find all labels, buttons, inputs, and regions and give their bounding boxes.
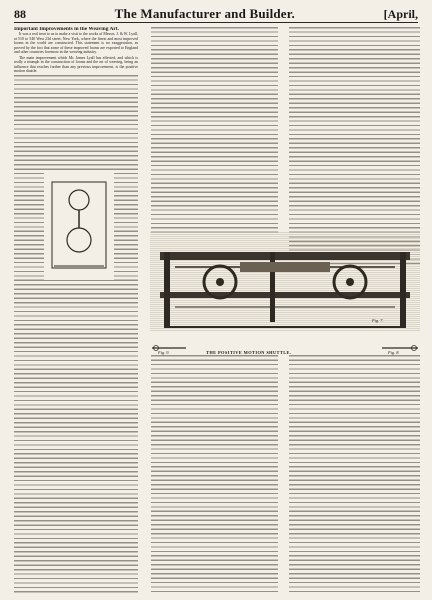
shuttle-sketch-right: [380, 342, 420, 354]
body-text-block: [289, 27, 420, 265]
column-3-bottom: [289, 355, 420, 595]
shuttle-mechanism-illustration: [44, 170, 114, 280]
article-paragraph-2: The main improvement which Mr. James Lyall has effected, and which is really a triumph in the construction of looms and the art of weaving, being an influence that reaches further than any previous improvement, is the positive motion shuttle.: [14, 55, 138, 74]
body-text-block: [151, 355, 278, 595]
body-text-block: [289, 355, 420, 595]
issue-month: [April,: [383, 7, 418, 21]
figure-caption: THE POSITIVE MOTION SHUTTLE.: [206, 350, 292, 355]
article-title: Important Improvements in the Weaving Art.: [14, 27, 119, 32]
fig7-label: Fig. 7.: [372, 318, 384, 323]
column-1: [14, 27, 138, 595]
column-3-top: [289, 27, 420, 265]
page-number: 88: [14, 7, 26, 21]
column-2-bottom: [151, 355, 278, 595]
page-header: [14, 4, 418, 23]
article-paragraph-1: It was a real treat to us to make a visit to the works of Messrs. J. & W. Lyall, at 510 to 540 West 23d street, New York, where the finest and most improved looms in the world are constructed. This statement is no exaggeration, as proved by the fact that some of these improved looms are exported to England and other countries foremost in the weaving industry.: [14, 32, 138, 55]
body-text-block: [14, 75, 138, 595]
column-2-top: [151, 27, 278, 233]
fig8-label: Fig. 8.: [388, 350, 400, 355]
body-text-block: [151, 27, 278, 233]
journal-title: The Manufacturer and Builder.: [114, 6, 296, 21]
loom-illustration: [150, 232, 420, 342]
fig9-label: Fig. 9.: [158, 350, 170, 355]
